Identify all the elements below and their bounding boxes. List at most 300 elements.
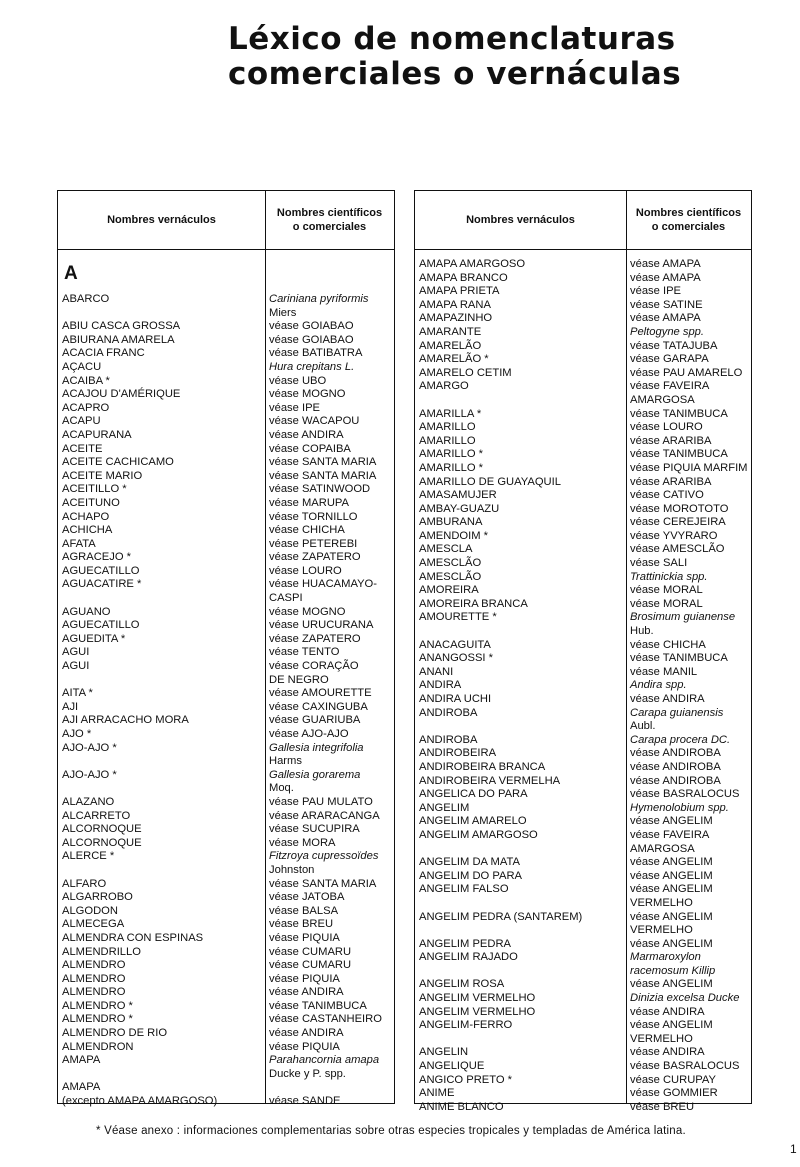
vernacular-name: ACACIA FRANC bbox=[62, 347, 145, 360]
scientific-name: AMARGOSA bbox=[630, 393, 695, 406]
vernacular-name: ACEITE MARIO bbox=[62, 469, 143, 482]
table-row bbox=[58, 837, 394, 851]
vernacular-name: ALCORNOQUE bbox=[62, 823, 142, 836]
scientific-name: véase ANGELIM bbox=[630, 856, 713, 869]
table-row bbox=[58, 619, 394, 633]
table-row bbox=[415, 652, 751, 666]
table-row bbox=[415, 367, 751, 381]
scientific-name: Hymenolobium spp. bbox=[630, 801, 729, 814]
right-table bbox=[414, 190, 752, 1113]
table-row bbox=[415, 503, 751, 517]
scientific-name: véase GOIABAO bbox=[269, 333, 354, 346]
header-vernaculos: Nombres vernáculos bbox=[107, 214, 216, 226]
scientific-name: véase ARARACANGA bbox=[269, 809, 380, 822]
table-row bbox=[58, 592, 394, 606]
scientific-name: AMARGOSA bbox=[630, 842, 695, 855]
vernacular-name: AMESCLA bbox=[419, 543, 473, 556]
vernacular-name: ANGELIM DO PARA bbox=[419, 869, 522, 882]
table-row bbox=[415, 299, 751, 313]
table-row bbox=[415, 639, 751, 653]
scientific-name: véase PIQUIA bbox=[269, 931, 340, 944]
vernacular-name: ACEITUNO bbox=[62, 496, 120, 509]
table-row bbox=[58, 606, 394, 620]
vernacular-name: ANGELIM VERMELHO bbox=[419, 992, 536, 1005]
table-row bbox=[415, 924, 751, 938]
vernacular-name: AMARILLA * bbox=[419, 407, 482, 420]
footnote: * Véase anexo : informaciones complementarias sobre otras especies tropicales y templadas de América latina. bbox=[96, 1125, 686, 1137]
table-row bbox=[415, 938, 751, 952]
vernacular-name: ACHAPO bbox=[62, 510, 110, 523]
vernacular-name: ALCARRETO bbox=[62, 809, 131, 822]
vernacular-name: ALGARROBO bbox=[62, 891, 133, 904]
table-row bbox=[58, 932, 394, 946]
vernacular-name: AMAPA AMARGOSO bbox=[419, 258, 526, 270]
vernacular-name: AFATA bbox=[62, 537, 96, 550]
table-row bbox=[58, 1027, 394, 1041]
table-row bbox=[58, 986, 394, 1000]
vernacular-name: ABARCO bbox=[62, 293, 110, 305]
scientific-name: Cariniana pyriformis bbox=[269, 293, 369, 305]
scientific-name: véase PAU MULATO bbox=[269, 795, 373, 808]
table-row bbox=[415, 421, 751, 435]
scientific-name: véase ANDIRA bbox=[269, 986, 344, 999]
vernacular-name: AJO-AJO * bbox=[62, 768, 117, 781]
table-row bbox=[415, 720, 751, 734]
scientific-name: Trattinickia spp. bbox=[630, 570, 708, 583]
scientific-name: véase TANIMBUCA bbox=[630, 407, 728, 420]
table-row bbox=[415, 802, 751, 816]
table-row bbox=[415, 911, 751, 925]
vernacular-name: AMARANTE bbox=[419, 325, 482, 338]
table-row bbox=[415, 747, 751, 761]
table-row bbox=[58, 578, 394, 592]
scientific-name: véase TENTO bbox=[269, 646, 340, 659]
vernacular-name: ANGELIM-FERRO bbox=[419, 1019, 513, 1032]
table-row bbox=[415, 258, 751, 272]
vernacular-name: ABIURANA AMARELA bbox=[62, 333, 175, 346]
scientific-name: véase IPE bbox=[630, 285, 681, 298]
scientific-name: Parahancornia amapa bbox=[269, 1054, 380, 1067]
left-rows bbox=[58, 293, 394, 1109]
table-row bbox=[415, 883, 751, 897]
scientific-name: véase GOMMIER bbox=[630, 1087, 718, 1100]
table-row bbox=[415, 992, 751, 1006]
vernacular-name: ANGELIQUE bbox=[419, 1060, 485, 1073]
scientific-name: véase MARUPA bbox=[269, 496, 349, 509]
scientific-name: véase AMAPA bbox=[630, 271, 701, 284]
scientific-name: Aubl. bbox=[630, 720, 656, 733]
scientific-name: véase AMAPA bbox=[630, 258, 701, 270]
table-row bbox=[415, 1019, 751, 1033]
vernacular-name: ALMENDRO DE RIO bbox=[62, 1027, 168, 1040]
table-row bbox=[58, 1068, 394, 1082]
scientific-name: véase ANDIRA bbox=[269, 1027, 344, 1040]
vernacular-name: AMASAMUJER bbox=[419, 489, 497, 502]
scientific-name: véase CEREJEIRA bbox=[630, 516, 726, 529]
table-row bbox=[415, 815, 751, 829]
table-row bbox=[415, 707, 751, 721]
scientific-name: véase IPE bbox=[269, 401, 320, 414]
left-table bbox=[57, 190, 395, 1108]
table-row bbox=[415, 625, 751, 639]
scientific-name: véase ANGELIM bbox=[630, 937, 713, 950]
vernacular-name: ANDIROBEIRA bbox=[419, 747, 497, 760]
vernacular-name: ALGODON bbox=[62, 904, 118, 917]
table-row bbox=[415, 870, 751, 884]
table-row bbox=[415, 462, 751, 476]
table-row bbox=[415, 829, 751, 843]
table-row bbox=[415, 448, 751, 462]
vernacular-name: AGRACEJO * bbox=[62, 551, 132, 564]
table-row bbox=[415, 775, 751, 789]
vernacular-name: ALMENDRO bbox=[62, 959, 126, 972]
vernacular-name: ANGELIM PEDRA bbox=[419, 937, 512, 950]
scientific-name: véase PIQUIA bbox=[269, 972, 340, 985]
table-row bbox=[58, 456, 394, 470]
table-row bbox=[415, 557, 751, 571]
table-row bbox=[58, 674, 394, 688]
vernacular-name: AGUI bbox=[62, 660, 90, 673]
table-row bbox=[58, 728, 394, 742]
vernacular-name: ANDIROBA bbox=[419, 706, 478, 719]
table-row bbox=[58, 796, 394, 810]
scientific-name: Dinizia excelsa Ducke bbox=[630, 992, 740, 1005]
scientific-name: véase TORNILLO bbox=[269, 510, 358, 523]
scientific-name: véase GOIABAO bbox=[269, 320, 354, 333]
scientific-name: véase BALSA bbox=[269, 904, 339, 917]
scientific-name: véase UBO bbox=[269, 374, 327, 387]
scientific-name: véase BREU bbox=[269, 918, 334, 931]
vernacular-name: AMOURETTE * bbox=[419, 611, 497, 624]
table-row bbox=[58, 1095, 394, 1109]
table-row bbox=[415, 489, 751, 503]
header-cientificos: Nombres científicos o comerciales bbox=[276, 207, 383, 233]
scientific-name: CASPI bbox=[269, 592, 303, 605]
scientific-name: véase BASRALOCUS bbox=[630, 1060, 740, 1073]
scientific-name: Hub. bbox=[630, 625, 654, 638]
scientific-name: véase GUARIUBA bbox=[269, 714, 361, 727]
scientific-name: véase CHICHA bbox=[630, 638, 706, 651]
vernacular-name: ACAJOU D'AMÉRIQUE bbox=[62, 388, 181, 401]
table-row bbox=[415, 285, 751, 299]
table-row bbox=[415, 965, 751, 979]
scientific-name: véase BASRALOCUS bbox=[630, 788, 740, 801]
table-row bbox=[415, 1033, 751, 1047]
table-row bbox=[58, 633, 394, 647]
scientific-name: véase ANDIROBA bbox=[630, 760, 721, 773]
table-row bbox=[58, 878, 394, 892]
scientific-name: Gallesia gorarema bbox=[269, 768, 361, 781]
vernacular-name: ACHICHA bbox=[62, 524, 113, 537]
scientific-name: Hura crepitans L. bbox=[269, 360, 355, 373]
scientific-name: véase AMOURETTE bbox=[269, 687, 372, 700]
vernacular-name: AMESCLÃO bbox=[419, 570, 482, 583]
scientific-name: véase ANGELIM bbox=[630, 978, 713, 991]
scientific-name: VERMELHO bbox=[630, 1032, 693, 1045]
vernacular-name: AMAPA bbox=[62, 1081, 101, 1094]
table-row bbox=[415, 340, 751, 354]
table-row bbox=[58, 742, 394, 756]
vernacular-name: AMBAY-GUAZU bbox=[419, 502, 500, 515]
vernacular-name: AGUEDITA * bbox=[62, 632, 126, 645]
table-row bbox=[415, 734, 751, 748]
table-row bbox=[415, 435, 751, 449]
table-row bbox=[58, 905, 394, 919]
header-vernaculos: Nombres vernáculos bbox=[466, 214, 575, 226]
vernacular-name: AMARGO bbox=[419, 380, 469, 393]
vernacular-name: AÇACU bbox=[62, 360, 102, 373]
vernacular-name: AGUACATIRE * bbox=[62, 578, 142, 591]
table-row bbox=[415, 856, 751, 870]
vernacular-name: (excepto AMAPA AMARGOSO) bbox=[62, 1095, 218, 1108]
vernacular-name: AMOREIRA BRANCA bbox=[419, 597, 528, 610]
scientific-name: véase WACAPOU bbox=[269, 415, 360, 428]
vernacular-name: ANDIRA UCHI bbox=[419, 693, 492, 705]
scientific-name: Carapa guianensis bbox=[630, 706, 724, 719]
vernacular-name: ANGELIM PEDRA (SANTAREM) bbox=[419, 910, 583, 923]
scientific-name: véase YVYRARO bbox=[630, 529, 718, 542]
table-row bbox=[415, 1087, 751, 1101]
table-row bbox=[415, 380, 751, 394]
table-row bbox=[415, 666, 751, 680]
table-row bbox=[415, 543, 751, 557]
scientific-name: véase ARARIBA bbox=[630, 475, 712, 488]
scientific-name: VERMELHO bbox=[630, 896, 693, 909]
scientific-name: véase CORAÇÃO bbox=[269, 660, 359, 673]
scientific-name: véase ANGELIM bbox=[630, 883, 713, 896]
scientific-name: véase FAVEIRA bbox=[630, 380, 710, 393]
scientific-name: véase PETEREBI bbox=[269, 537, 358, 550]
page-title bbox=[228, 22, 788, 92]
vernacular-name: ABIU CASCA GROSSA bbox=[62, 320, 181, 333]
scientific-name: Peltogyne spp. bbox=[630, 325, 705, 338]
scientific-name: véase MORAL bbox=[630, 597, 703, 610]
table-row bbox=[58, 565, 394, 579]
scientific-name: véase URUCURANA bbox=[269, 619, 374, 632]
vernacular-name: ANGELIN bbox=[419, 1046, 469, 1059]
vernacular-name: ANIME BLANCO bbox=[419, 1100, 504, 1113]
vernacular-name: ALMENDRO * bbox=[62, 1013, 133, 1026]
vernacular-name: AGUECATILLO bbox=[62, 564, 140, 577]
table-row bbox=[58, 375, 394, 389]
scientific-name: Harms bbox=[269, 755, 302, 768]
scientific-name: véase TANIMBUCA bbox=[630, 448, 728, 461]
scientific-name: véase SANDE bbox=[269, 1095, 341, 1108]
table-row bbox=[58, 483, 394, 497]
table-row bbox=[58, 918, 394, 932]
vernacular-name: ANGELIM FALSO bbox=[419, 883, 509, 896]
table-row bbox=[58, 660, 394, 674]
scientific-name: véase PIQUIA MARFIM bbox=[630, 461, 748, 474]
scientific-name: véase AJO-AJO bbox=[269, 728, 349, 740]
title-line-1: Léxico de nomenclaturas bbox=[228, 21, 676, 57]
table-row bbox=[415, 693, 751, 707]
table-row bbox=[58, 402, 394, 416]
scientific-name: véase TANIMBUCA bbox=[630, 652, 728, 665]
scientific-name: véase SANTA MARIA bbox=[269, 469, 377, 482]
scientific-name: véase CAXINGUBA bbox=[269, 700, 368, 713]
table-row bbox=[58, 782, 394, 796]
scientific-name: véase MOGNO bbox=[269, 388, 346, 401]
table-row bbox=[415, 897, 751, 911]
table-row bbox=[58, 755, 394, 769]
scientific-name: véase TATAJUBA bbox=[630, 339, 718, 352]
table-row bbox=[58, 769, 394, 783]
title-line-2: comerciales o vernáculas bbox=[228, 56, 682, 92]
scientific-name: DE NEGRO bbox=[269, 673, 329, 686]
vernacular-name: ANANI bbox=[419, 665, 454, 678]
scientific-name: Gallesia integrifolia bbox=[269, 741, 364, 754]
vernacular-name: ACAPRO bbox=[62, 401, 110, 414]
table-row bbox=[58, 1081, 394, 1095]
scientific-name: véase PIQUIA bbox=[269, 1040, 340, 1053]
table-header bbox=[58, 191, 394, 250]
vernacular-name: ALMENDRO * bbox=[62, 999, 133, 1012]
scientific-name: véase LOURO bbox=[630, 421, 703, 434]
scientific-name: Fitzroya cupressoïdes bbox=[269, 850, 379, 863]
table-row bbox=[58, 334, 394, 348]
scientific-name: VERMELHO bbox=[630, 924, 693, 937]
scientific-name: véase BATIBATRA bbox=[269, 347, 363, 360]
scientific-name: Ducke y P. spp. bbox=[269, 1067, 346, 1080]
table-row bbox=[415, 530, 751, 544]
table-row bbox=[58, 850, 394, 864]
vernacular-name: ACAPU bbox=[62, 415, 101, 428]
vernacular-name: AMAPA bbox=[62, 1054, 101, 1067]
vernacular-name: ANDIRA bbox=[419, 679, 462, 692]
table-row bbox=[58, 388, 394, 402]
vernacular-name: AGUANO bbox=[62, 605, 111, 618]
table-row bbox=[415, 1060, 751, 1074]
scientific-name: véase CATIVO bbox=[630, 489, 704, 502]
scientific-name: véase AMESCLÃO bbox=[630, 543, 725, 556]
vernacular-name: AMAPA BRANCO bbox=[419, 271, 508, 284]
table-row bbox=[58, 714, 394, 728]
scientific-name: véase ANGELIM bbox=[630, 1019, 713, 1032]
scientific-name: véase LOURO bbox=[269, 564, 342, 577]
vernacular-name: AMARELÃO bbox=[419, 339, 482, 352]
scientific-name: Miers bbox=[269, 306, 297, 319]
table-row bbox=[415, 788, 751, 802]
table-row bbox=[58, 946, 394, 960]
vernacular-name: AMARELO CETIM bbox=[419, 366, 512, 379]
scientific-name: véase GARAPA bbox=[630, 353, 709, 366]
vernacular-name: AMARILLO * bbox=[419, 461, 484, 474]
scientific-name: Brosimum guianense bbox=[630, 611, 736, 624]
scientific-name: véase MANIL bbox=[630, 665, 698, 678]
scientific-name: véase MORAL bbox=[630, 584, 703, 597]
vernacular-name: AMESCLÃO bbox=[419, 557, 482, 570]
vernacular-name: ALERCE * bbox=[62, 850, 115, 863]
table-row bbox=[415, 843, 751, 857]
table-row bbox=[58, 470, 394, 484]
vernacular-name: ALAZANO bbox=[62, 795, 115, 808]
table-row bbox=[58, 524, 394, 538]
vernacular-name: ANIME bbox=[419, 1087, 455, 1100]
vernacular-name: ACAIBA * bbox=[62, 374, 110, 387]
vernacular-name: AMAPA PRIETA bbox=[419, 285, 500, 298]
vernacular-name: ACAPURANA bbox=[62, 428, 132, 441]
scientific-name: véase FAVEIRA bbox=[630, 828, 710, 841]
scientific-name: véase ANDIRA bbox=[630, 1005, 705, 1018]
scientific-name: véase ANGELIM bbox=[630, 815, 713, 828]
section-letter: A bbox=[64, 263, 78, 284]
vernacular-name: ANGELICA DO PARA bbox=[419, 788, 528, 801]
vernacular-name: AMENDOIM * bbox=[419, 529, 488, 542]
table-row bbox=[415, 1074, 751, 1088]
table-row bbox=[415, 353, 751, 367]
table-row bbox=[58, 973, 394, 987]
vernacular-name: ANGELIM AMARGOSO bbox=[419, 828, 538, 841]
scientific-name: véase CASTANHEIRO bbox=[269, 1013, 382, 1026]
table-row bbox=[58, 361, 394, 375]
scientific-name: véase ANDIROBA bbox=[630, 747, 721, 760]
table-row bbox=[58, 1013, 394, 1027]
scientific-name: véase CURUPAY bbox=[630, 1073, 717, 1086]
vernacular-name: AMAPAZINHO bbox=[419, 312, 493, 325]
scientific-name: véase SANTA MARIA bbox=[269, 877, 377, 890]
table-header bbox=[415, 191, 751, 250]
scientific-name: véase JATOBA bbox=[269, 891, 345, 904]
vernacular-name: ALMENDRO bbox=[62, 986, 126, 999]
vernacular-name: ALMENDRILLO bbox=[62, 945, 141, 958]
table-row bbox=[58, 511, 394, 525]
vernacular-name: AGUECATILLO bbox=[62, 619, 140, 632]
scientific-name: véase CUMARU bbox=[269, 945, 352, 958]
table-row bbox=[415, 598, 751, 612]
vernacular-name: AMARILLO * bbox=[419, 448, 484, 461]
scientific-name: véase MORA bbox=[269, 836, 336, 849]
scientific-name: véase ANDIRA bbox=[630, 693, 705, 705]
vernacular-name: ANDIROBEIRA BRANCA bbox=[419, 760, 546, 773]
table-row bbox=[415, 951, 751, 965]
vernacular-name: ANGELIM DA MATA bbox=[419, 856, 520, 869]
vernacular-name: AJI ARRACACHO MORA bbox=[62, 714, 189, 727]
scientific-name: véase PAU AMARELO bbox=[630, 366, 743, 379]
vernacular-name: ANANGOSSI * bbox=[419, 652, 493, 665]
scientific-name: véase SATINWOOD bbox=[269, 483, 371, 496]
table-row bbox=[58, 497, 394, 511]
scientific-name: véase SUCUPIRA bbox=[269, 823, 360, 836]
table-row bbox=[415, 326, 751, 340]
scientific-name: véase ZAPATERO bbox=[269, 632, 361, 645]
table-row bbox=[415, 761, 751, 775]
table-row bbox=[58, 701, 394, 715]
vernacular-name: ANGELIM bbox=[419, 801, 470, 814]
table-row bbox=[415, 571, 751, 585]
vernacular-name: ANGELIM ROSA bbox=[419, 978, 505, 991]
scientific-name: véase ANGELIM bbox=[630, 869, 713, 882]
scientific-name: véase SALI bbox=[630, 557, 688, 570]
table-row bbox=[415, 312, 751, 326]
right-rows bbox=[415, 258, 751, 1114]
scientific-name: véase ANDIROBA bbox=[630, 774, 721, 787]
table-row bbox=[58, 320, 394, 334]
vernacular-name: ALMECEGA bbox=[62, 918, 125, 931]
table-row bbox=[58, 864, 394, 878]
vernacular-name: ANGICO PRETO * bbox=[419, 1073, 513, 1086]
vernacular-name: ALCORNOQUE bbox=[62, 836, 142, 849]
table-row bbox=[58, 810, 394, 824]
vernacular-name: ANGELIM AMARELO bbox=[419, 815, 527, 828]
table-row bbox=[58, 293, 394, 307]
table-row bbox=[58, 538, 394, 552]
scientific-name: véase MOGNO bbox=[269, 605, 346, 618]
scientific-name: véase CUMARU bbox=[269, 959, 352, 972]
scientific-name: Carapa procera DC. bbox=[630, 733, 731, 746]
page-number: 1 bbox=[790, 1142, 797, 1156]
scientific-name: véase BREU bbox=[630, 1100, 695, 1113]
